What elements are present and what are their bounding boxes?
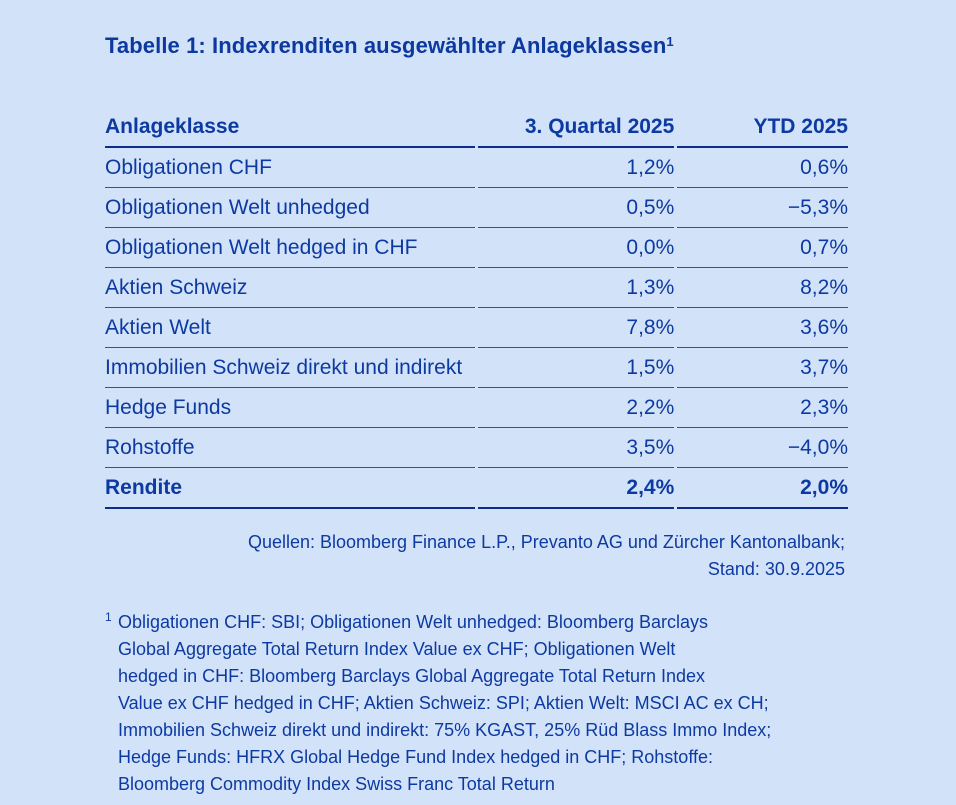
source-line-1: Quellen: Bloomberg Finance L.P., Prevanto AG und Zürcher Kantonalbank;: [247, 532, 845, 552]
table-body: [105, 148, 848, 509]
q3-value: 3,5%: [478, 428, 675, 468]
column-header-ytd-2025: YTD 2025: [677, 107, 848, 148]
asset-class-label: Immobilien Schweiz direkt und indirekt: [105, 348, 475, 388]
title-footnote-marker: 1: [666, 34, 674, 49]
column-header-asset-class: Anlageklasse: [105, 107, 475, 148]
table-row: [105, 228, 848, 268]
index-returns-table: [102, 107, 851, 509]
total-label: Rendite: [105, 468, 475, 509]
page-title-text: Tabelle 1: Indexrenditen ausgewählter Anlageklassen: [105, 33, 667, 58]
footnote-marker: 1: [105, 610, 112, 624]
asset-class-label: Obligationen CHF: [105, 148, 475, 188]
table-row: [105, 428, 848, 468]
footnote-line: Value ex CHF hedged in CHF; Aktien Schweiz: SPI; Aktien Welt: MSCI AC ex CH;: [118, 693, 769, 713]
ytd-value: −4,0%: [677, 428, 848, 468]
footnote-line: Hedge Funds: HFRX Global Hedge Fund Index hedged in CHF; Rohstoffe:: [118, 747, 714, 767]
table-row: [105, 188, 848, 228]
table-header: [105, 107, 848, 148]
q3-value: 0,0%: [478, 228, 675, 268]
asset-class-label: Rohstoffe: [105, 428, 475, 468]
table-row: [105, 348, 848, 388]
ytd-value: 3,7%: [677, 348, 848, 388]
ytd-value: 2,3%: [677, 388, 848, 428]
footnote: [105, 609, 850, 798]
table-row: [105, 308, 848, 348]
asset-class-label: Hedge Funds: [105, 388, 475, 428]
q3-value: 7,8%: [478, 308, 675, 348]
total-ytd-value: 2,0%: [677, 468, 848, 509]
asset-class-label: Obligationen Welt unhedged: [105, 188, 475, 228]
page-title: [105, 33, 850, 59]
q3-value: 1,2%: [478, 148, 675, 188]
footnote-line: Bloomberg Commodity Index Swiss Franc Total Return: [118, 774, 555, 794]
ytd-value: 0,6%: [677, 148, 848, 188]
footnote-line: Obligationen CHF: SBI; Obligationen Welt unhedged: Bloomberg Barclays: [118, 612, 708, 632]
q3-value: 0,5%: [478, 188, 675, 228]
source-note: [105, 529, 845, 583]
footnote-line: Immobilien Schweiz direkt und indirekt: 75% KGAST, 25% Rüd Blass Immo Index;: [118, 720, 772, 740]
q3-value: 1,5%: [478, 348, 675, 388]
q3-value: 1,3%: [478, 268, 675, 308]
ytd-value: 0,7%: [677, 228, 848, 268]
source-line-2: Stand: 30.9.2025: [707, 559, 845, 579]
q3-value: 2,2%: [478, 388, 675, 428]
table-header-row: [105, 107, 848, 148]
table-row: [105, 388, 848, 428]
total-q3-value: 2,4%: [478, 468, 675, 509]
table-row: [105, 268, 848, 308]
asset-class-label: Aktien Schweiz: [105, 268, 475, 308]
ytd-value: 8,2%: [677, 268, 848, 308]
column-header-q3-2025: 3. Quartal 2025: [478, 107, 675, 148]
ytd-value: −5,3%: [677, 188, 848, 228]
footnote-line: Global Aggregate Total Return Index Value ex CHF; Obligationen Welt: [118, 639, 676, 659]
ytd-value: 3,6%: [677, 308, 848, 348]
table-row: [105, 148, 848, 188]
table-row-total: [105, 468, 848, 509]
asset-class-label: Aktien Welt: [105, 308, 475, 348]
asset-class-label: Obligationen Welt hedged in CHF: [105, 228, 475, 268]
footnote-line: hedged in CHF: Bloomberg Barclays Global Aggregate Total Return Index: [118, 666, 706, 686]
